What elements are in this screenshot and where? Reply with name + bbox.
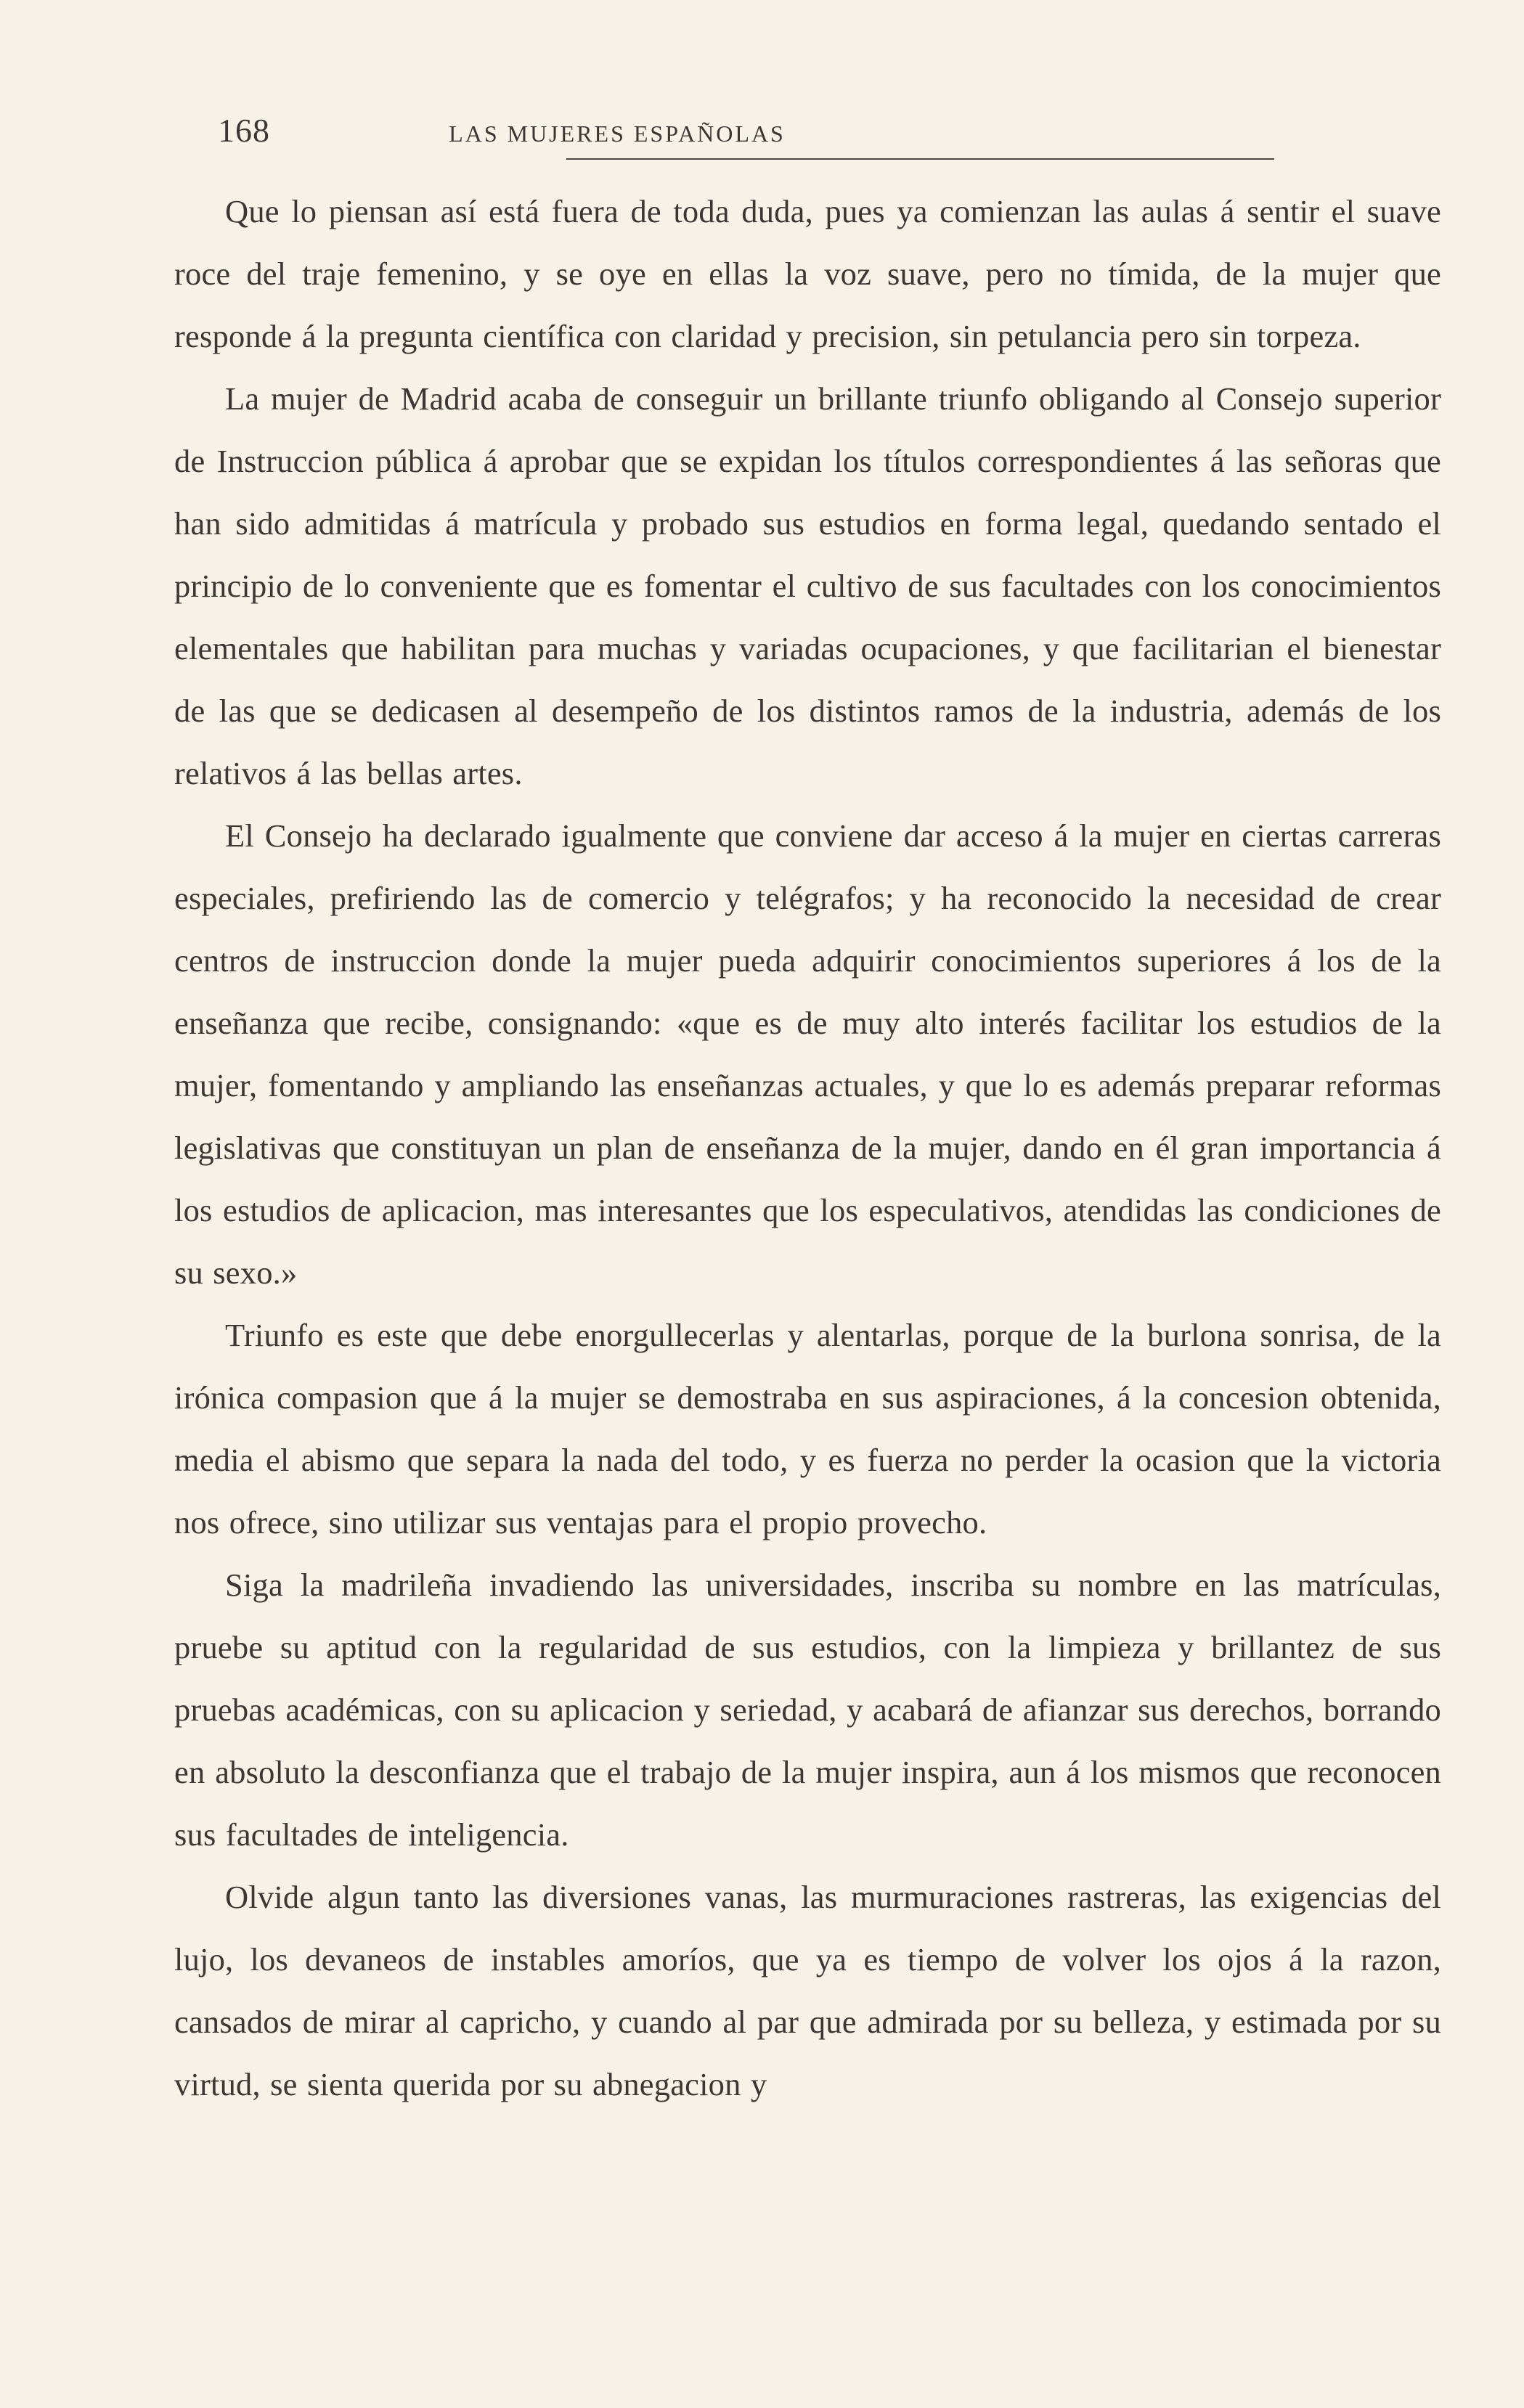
header-rule <box>566 158 1274 160</box>
paragraph: Triunfo es este que debe enorgullecerlas y alentarlas, porque de la burlona sonrisa, de la irónica compasion que á la mujer se demostraba en sus aspiraciones, á la concesion obtenida, media el abismo que separa la nada del todo, y es fuerza no perder la ocasion que la victoria nos ofrece, sino utilizar sus ventajas para el propio provecho. <box>174 1317 1441 1540</box>
paragraph: Que lo piensan así está fuera de toda duda, pues ya comienzan las aulas á sentir el suave roce del traje femenino, y se oye en ellas la voz suave, pero no tímida, de la mujer que responde á la pregunta científica con claridad y precision, sin petulancia pero sin torpeza. <box>174 193 1441 354</box>
paragraph: El Consejo ha declarado igualmente que conviene dar acceso á la mujer en ciertas carreras especiales, prefiriendo las de comercio y telégrafos; y ha reconocido la necesidad de crear centros de instruccion donde la mujer pueda adquirir conocimientos superiores á los de la enseñanza que recibe, consignando: «que es de muy alto interés facilitar los estudios de la mujer, fomentando y ampliando las enseñanzas actuales, y que lo es además preparar reformas legislativas que constituyan un plan de enseñanza de la mujer, dando en él gran importancia á los estudios de aplicacion, mas interesantes que los especulativos, atendidas las condiciones de su sexo.» <box>174 817 1441 1291</box>
running-header <box>218 109 1053 167</box>
paragraph: Olvide algun tanto las diversiones vanas, las murmuraciones rastreras, las exigencias del lujo, los devaneos de instables amoríos, que ya es tiempo de volver los ojos á la razon, cansados de mirar al capricho, y cuando al par que admirada por su belleza, y estimada por su virtud, se sienta querida por su abnegacion y <box>174 1879 1441 2102</box>
running-title: LAS MUJERES ESPAÑOLAS <box>449 121 786 147</box>
body-text <box>174 180 1441 2115</box>
paragraph: Siga la madrileña invadiendo las universidades, inscriba su nombre en las matrículas, pruebe su aptitud con la regularidad de sus estudios, con la limpieza y brillantez de sus pruebas académicas, con su aplicacion y seriedad, y acabará de afianzar sus derechos, borrando en absoluto la desconfianza que el trabajo de la mujer inspira, aun á los mismos que reconocen sus facultades de inteligencia. <box>174 1567 1441 1853</box>
paragraph: La mujer de Madrid acaba de conseguir un brillante triunfo obligando al Consejo superior de Instruccion pública á aprobar que se expidan los títulos correspondientes á las señoras que han sido admitidas á matrícula y probado sus estudios en forma legal, quedando sentado el principio de lo conveniente que es fomentar el cultivo de sus facultades con los conocimientos elementales que habilitan para muchas y variadas ocupaciones, y que facilitarian el bienestar de las que se dedicasen al desempeño de los distintos ramos de la industria, además de los relativos á las bellas artes. <box>174 380 1441 791</box>
page-number: 168 <box>218 112 270 149</box>
